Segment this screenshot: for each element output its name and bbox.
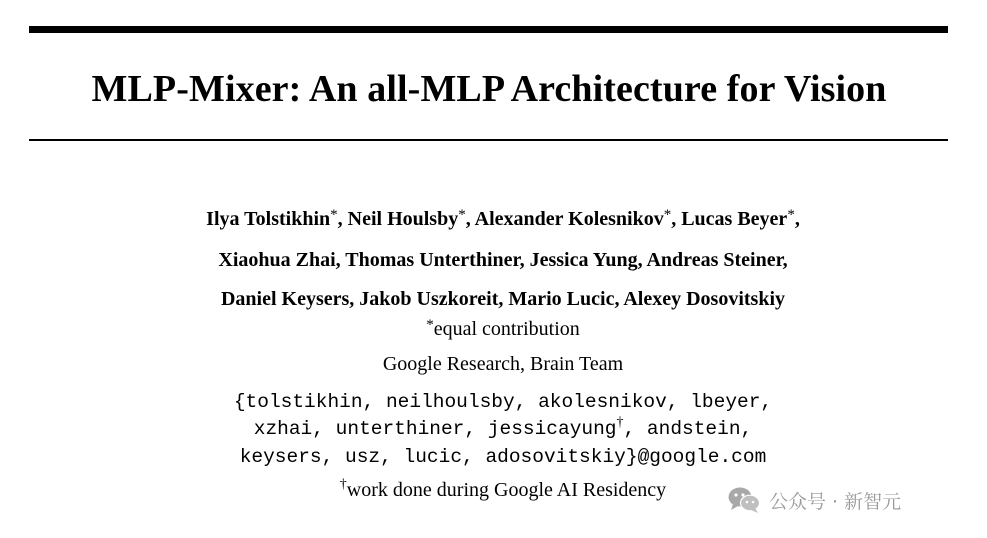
author-name: Alexey Dosovitskiy [623,288,786,310]
author-separator: , [465,208,471,230]
author-separator: , [671,208,677,230]
author-name: Xiaohua Zhai [218,249,336,271]
email-line-3: keysers, usz, lucic, adosovitskiy}@google.com [239,446,767,468]
equal-contribution-text: equal contribution [433,318,580,340]
email-line-2-part-b: , andstein, [623,417,753,440]
top-rule [29,26,948,33]
affiliation: Google Research, Brain Team [382,353,624,375]
email-line-2-part-a: xzhai, unterthiner, jessicayung [253,417,617,440]
equal-mark: * [663,207,672,223]
author-list [0,200,987,319]
equal-contribution-note [0,317,987,343]
equal-mark: * [787,207,795,223]
paper-title: MLP-Mixer: An all-MLP Architecture for Vision [91,68,887,110]
email-line-1: {tolstikhin, neilhoulsby, akolesnikov, lbeyer, [233,391,773,413]
author-line-1 [0,200,987,241]
author-line-3 [0,280,987,319]
email-block [0,389,987,471]
author-name: Neil Houlsby [347,208,459,230]
author-name: Jakob Uszkoreit [359,288,499,310]
author-separator: , [794,208,800,230]
equal-mark: * [426,317,434,333]
author-separator: , [519,249,525,271]
author-name: Andreas Steiner [646,249,783,271]
wechat-icon [727,486,761,514]
watermark [727,484,901,516]
author-separator: , [335,249,341,271]
dagger-mark: † [616,414,624,430]
author-name: Daniel Keysers [220,288,350,310]
email-line-2 [0,416,987,445]
author-line-2 [0,241,987,280]
author-separator: , [782,249,788,271]
author-name: Thomas Unterthiner [345,249,520,271]
dagger-mark: † [339,477,347,492]
author-separator: , [498,288,504,310]
author-name: Ilya Tolstikhin [206,208,331,230]
author-name: Mario Lucic [508,288,615,310]
author-separator: , [637,249,643,271]
equal-mark: * [458,207,466,223]
author-name: Jessica Yung [529,249,638,271]
watermark-text: 公众号 · 新智元 [769,490,902,513]
author-separator: , [349,288,355,310]
author-separator: , [614,288,620,310]
title-bottom-rule [29,139,948,141]
author-name: Lucas Beyer [681,208,788,230]
author-name: Alexander Kolesnikov [474,208,664,230]
author-separator: , [337,208,343,230]
equal-mark: * [330,207,338,223]
residency-footnote-text: work done during Google AI Residency [346,479,667,501]
